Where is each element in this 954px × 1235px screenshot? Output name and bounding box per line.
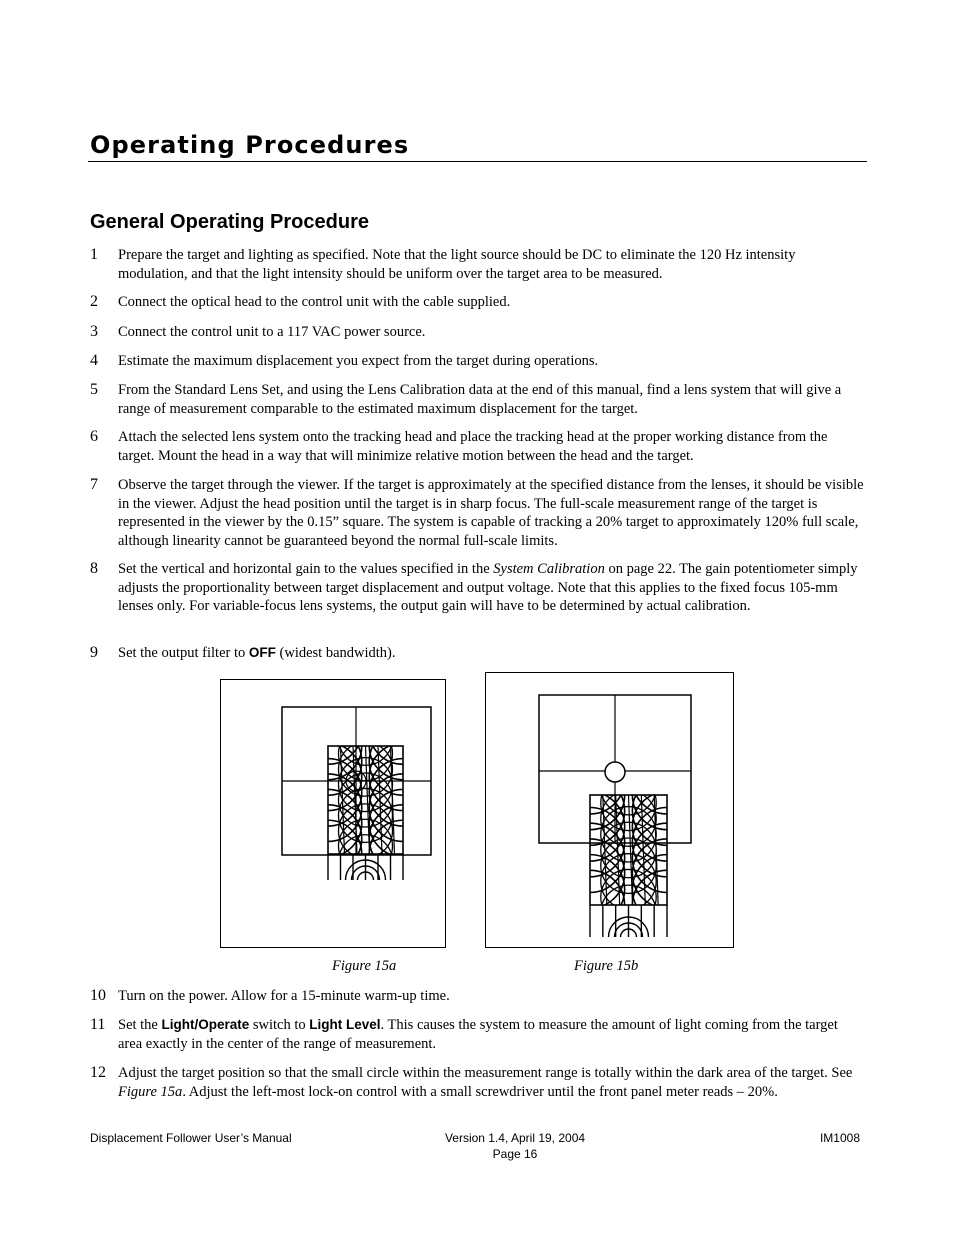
figure-15a-caption: Figure 15a (332, 958, 397, 974)
measurement-circle (605, 762, 625, 782)
step-text: Prepare the target and lighting as specified. Note that the light source should be DC to eliminate the 120 Hz intensity modulation, and that the light intensity should be uniform over the target area to be measured. (118, 247, 796, 282)
figure-15b (485, 672, 734, 948)
step-text: From the Standard Lens Set, and using the Lens Calibration data at the end of this manual, find a lens system that will give a range of measurement comparable to the estimated maximum displacement for the target. (118, 382, 842, 417)
step-text: Connect the control unit to a 117 VAC power source. (118, 324, 426, 340)
step-number: 1 (90, 246, 98, 263)
cross-reference: System Calibration (493, 561, 605, 577)
step-text: Set the output filter to OFF (widest bandwidth). (118, 645, 396, 661)
footer-page-number: Page 16 (492, 1146, 538, 1161)
step-number: 8 (90, 560, 98, 577)
step-number: 5 (90, 381, 98, 398)
step-text: Adjust the target position so that the small circle within the measurement range is totally within the dark area of the target. See Figure 15a. Adjust the left-most lock-on control with a small screwdriver until the front panel meter reads – 20%. (118, 1065, 853, 1100)
step-number: 12 (90, 1064, 106, 1081)
step-number: 7 (90, 476, 98, 493)
step-number: 2 (90, 293, 98, 310)
step-text: Turn on the power. Allow for a 15-minute warm-up time. (118, 988, 450, 1004)
step-number: 3 (90, 323, 98, 340)
cross-reference: Figure 15a (118, 1083, 183, 1100)
step-text: Set the Light/Operate switch to Light Level. This causes the system to measure the amount of light coming from the target area exactly in the center of the range of measurement. (118, 1017, 838, 1052)
figure-15b-caption: Figure 15b (574, 958, 639, 974)
control-name: Light Level (309, 1017, 381, 1032)
footer-version-line: Version 1.4, April 19, 2004 (444, 1131, 586, 1145)
step-text: Estimate the maximum displacement you expect from the target during operations. (118, 353, 599, 369)
title-rule (88, 161, 867, 162)
control-name: OFF (248, 645, 276, 660)
figure-15a (220, 679, 446, 948)
target-pattern (294, 697, 437, 889)
step-number: 9 (90, 644, 98, 661)
control-name: Light/Operate (161, 1017, 250, 1032)
section-title: General Operating Procedure (90, 211, 369, 233)
step-text: Observe the target through the viewer. If the target is approximately at the specified distance from the lenses, it should be visible in the viewer. Adjust the head position until the target is in sharp focus. The full-scale measurement range of the target is represented in the viewer by the 0.15” square. The system is capable of tracking a 20% target to approximately 120% full scale, although linearity cannot be guaranteed beyond the normal full-scale limits. (118, 477, 864, 549)
footer-doc-id: IM1008 (819, 1131, 860, 1145)
figure-15b-drawing (486, 673, 733, 947)
figure-15a-drawing (221, 680, 445, 947)
step-text: Attach the selected lens system onto the tracking head and place the tracking head at the proper working distance from the target. Mount the head in a way that will minimize relative motion between the head and the target. (118, 429, 828, 464)
step-number: 4 (90, 352, 98, 369)
footer-manual-title: Displacement Follower User’s Manual (90, 1131, 292, 1145)
step-text: Set the vertical and horizontal gain to the values specified in the System Calibration on page 22. The gain potentiometer simply adjusts the proportionality between target displacement and output voltage. Note that this applies to the fixed focus 105-mm lenses only. For variable-focus lens systems, the output gain will have to be determined by actual calibration. (118, 561, 858, 615)
step-number: 11 (90, 1016, 106, 1033)
step-text: Connect the optical head to the control unit with the cable supplied. (118, 294, 511, 310)
footer-version (415, 1131, 615, 1162)
step-number: 6 (90, 428, 98, 445)
chapter-title: Operating Procedures (90, 131, 410, 159)
step-number: 10 (90, 987, 106, 1004)
